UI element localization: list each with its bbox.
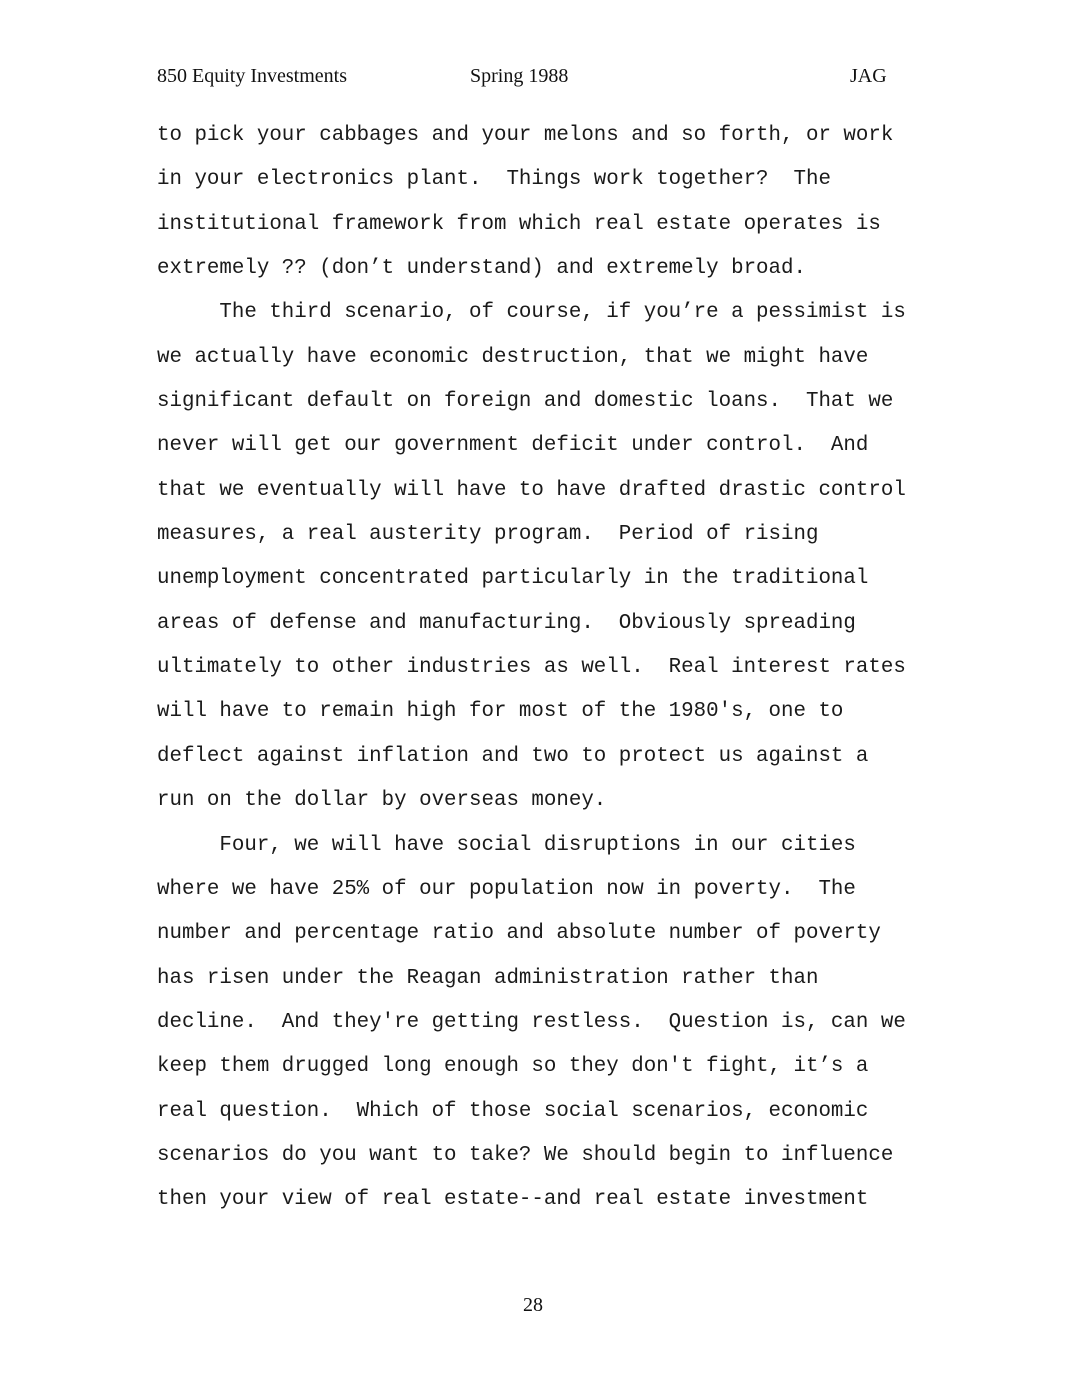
- text-line: will have to remain high for most of the 1980's, one to: [157, 700, 844, 724]
- text-line: decline. And they're getting restless. Question is, can we: [157, 1010, 906, 1034]
- text-line: to pick your cabbages and your melons and so forth, or work: [157, 124, 894, 147]
- text-line: keep them drugged long enough so they don't fight, it’s a: [157, 1055, 869, 1079]
- text-line: has risen under the Reagan administration rather than: [157, 966, 819, 990]
- text-line: areas of defense and manufacturing. Obviously spreading: [157, 611, 856, 635]
- page-number: 28: [523, 1294, 543, 1316]
- header-term: Spring 1988: [470, 65, 569, 87]
- text-line: scenarios do you want to take? We should begin to influence: [157, 1143, 894, 1167]
- text-line: in your electronics plant. Things work together? The: [157, 168, 831, 192]
- text-line: institutional framework from which real estate operates is: [157, 212, 881, 236]
- text-line: then your view of real estate--and real estate investment: [157, 1188, 869, 1212]
- text-line: Four, we will have social disruptions in our cities: [157, 833, 856, 857]
- text-line: number and percentage ratio and absolute number of poverty: [157, 922, 881, 946]
- page-header: [0, 62, 1066, 90]
- text-line: extremely ?? (don’t understand) and extremely broad.: [157, 257, 806, 281]
- text-line: run on the dollar by overseas money.: [157, 789, 607, 813]
- text-line: ultimately to other industries as well. Real interest rates: [157, 656, 906, 680]
- text-line: measures, a real austerity program. Period of rising: [157, 523, 819, 547]
- text-line: significant default on foreign and domestic loans. That we: [157, 390, 894, 414]
- text-line: deflect against inflation and two to protect us against a: [157, 744, 869, 768]
- text-line: where we have 25% of our population now in poverty. The: [157, 877, 856, 901]
- text-line: never will get our government deficit under control. And: [157, 434, 869, 458]
- header-course-title: 850 Equity Investments: [157, 65, 347, 87]
- text-line: The third scenario, of course, if you’re a pessimist is: [157, 301, 906, 325]
- body-text: [157, 114, 947, 1223]
- text-line: real question. Which of those social scenarios, economic: [157, 1099, 869, 1123]
- header-initials: JAG: [850, 65, 887, 87]
- text-line: we actually have economic destruction, that we might have: [157, 345, 869, 369]
- text-line: that we eventually will have to have drafted drastic control: [157, 478, 906, 502]
- text-line: unemployment concentrated particularly in the traditional: [157, 567, 869, 591]
